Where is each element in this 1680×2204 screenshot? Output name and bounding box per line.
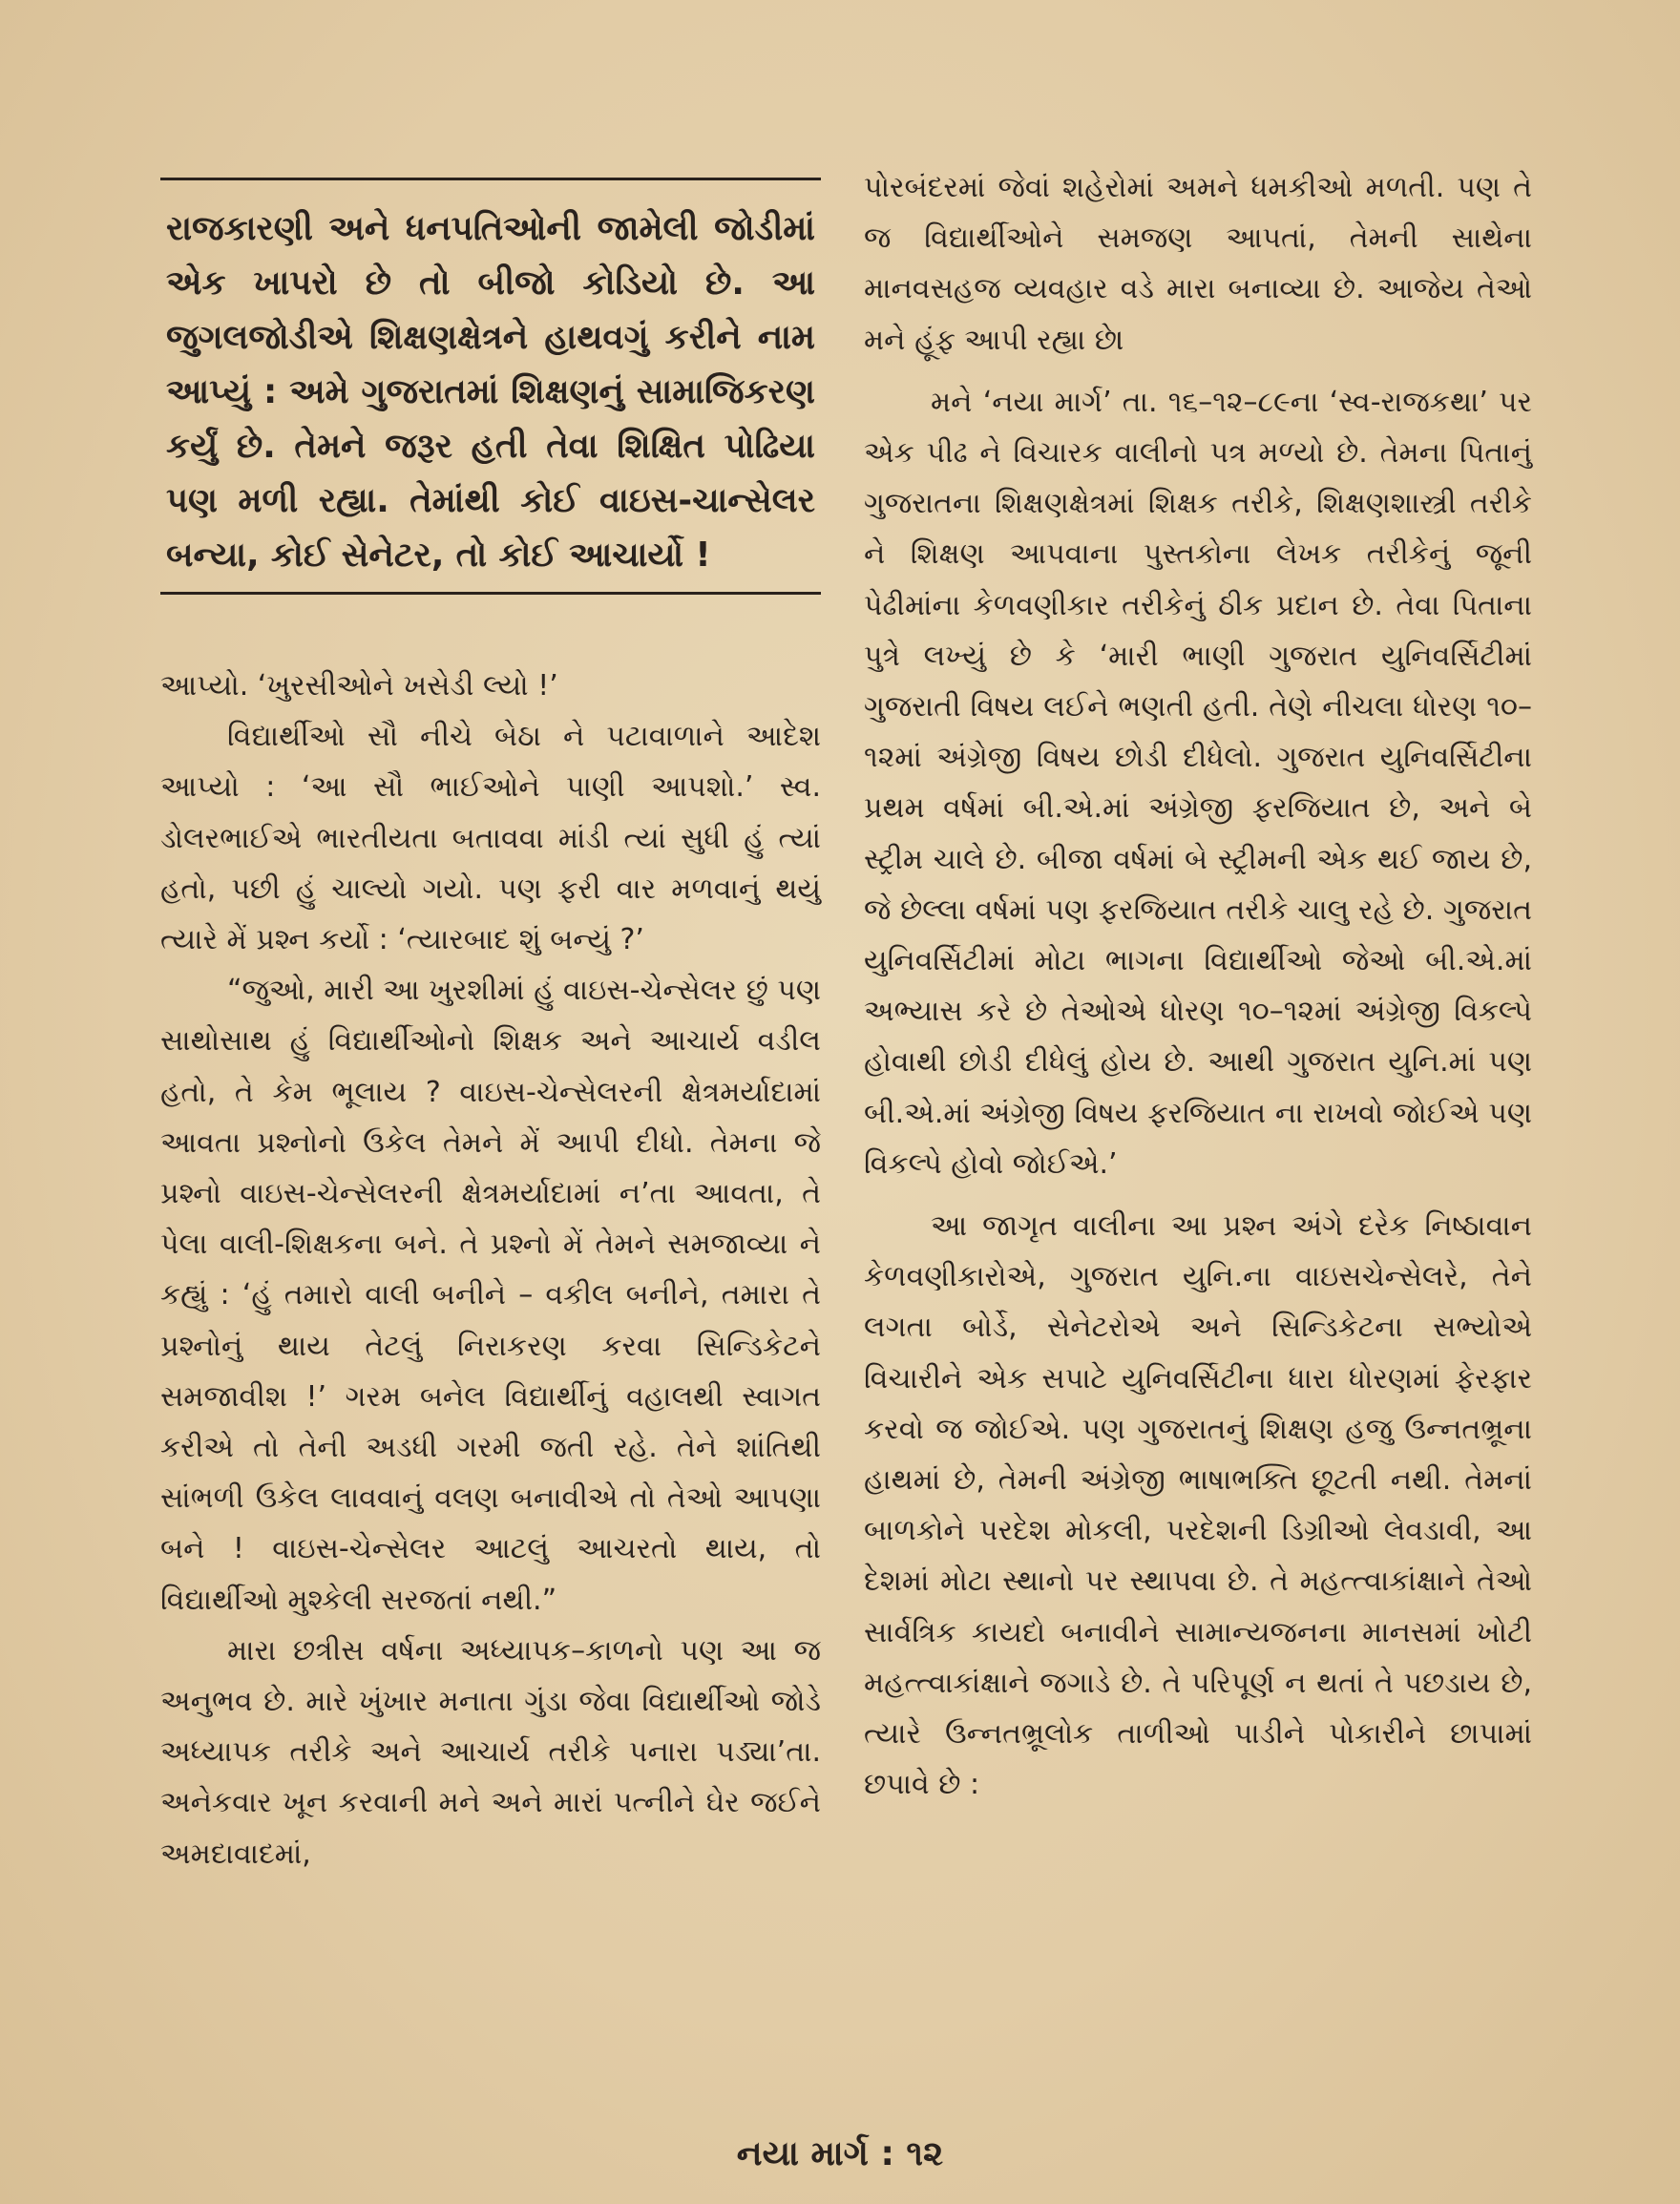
paragraph: “જુઓ, મારી આ ખુરશીમાં હું વાઇસ-ચેન્સેલર છું પણ સાથોસાથ હું વિદ્યાર્થીઓનો શિક્ષક અને આચાર્ય વડીલ હતો, તે કેમ ભૂલાય ? વાઇસ-ચેન્સેલરની ક્ષેત્રમર્યાદામાં આવતા પ્રશ્નોનો ઉકેલ તેમને મેં આપી દીધો. તેમના જે પ્રશ્નો વાઇસ-ચેન્સેલરની ક્ષેત્રમર્યાદામાં ન’તા આવતા, તે પેલા વાલી-શિક્ષકના બને. તે પ્રશ્નો મેં તેમને સમજાવ્યા ને કહ્યું : ‘હું તમારો વાલી બનીને – વકીલ બનીને, તમારા તે પ્રશ્નોનું થાય તેટલું નિરાકરણ કરવા સિન્ડિકેટને સમજાવીશ !’ ગરમ બનેલ વિદ્યાર્થીનું વહાલથી સ્વાગત કરીએ તો તેની અડધી ગરમી જતી રહે. તેને શાંતિથી સાંભળી ઉકેલ લાવવાનું વલણ બનાવીએ તો તેઓ આપણા બને ! વાઇસ-ચેન્સેલર આટલું આચરતો થાય, તો વિદ્યાર્થીઓ મુશ્કેલી સરજતાં નથી.” — [160, 974, 821, 1617]
pull-quote-text: રાજકારણી અને ધનપતિઓની જામેલી જોડીમાં એક ખાપરો છે તો બીજો કોડિયો છે. આ જુગલજોડીએ શિક્ષણક્ષેત્રને હાથવગું કરીને નામ આપ્યું : અમે ગુજરાતમાં શિક્ષણનું સામાજિકરણ કર્યું છે. તેમને જરૂર હતી તેવા શિક્ષિત પોઢિયા પણ મળી રહ્યા. તેમાંથી કોઈ વાઇસ-ચાન્સેલર બન્યા, કોઈ સેનેટર, તો કોઈ આચાર્યો ! — [166, 209, 815, 575]
left-column — [160, 661, 821, 1879]
paragraph: આપ્યો. ‘ખુરસીઓને ખસેડી લ્યો !’ — [160, 669, 558, 703]
pull-quote — [160, 178, 821, 595]
paragraph: પોરબંદરમાં જેવાં શહેરોમાં અમને ધમકીઓ મળતી. પણ તે જ વિદ્યાર્થીઓને સમજણ આપતાં, તેમની સાથેના માનવસહજ વ્યવહાર વડે મારા બનાવ્યા છે. આજેય તેઓ મને હૂંફ આપી રહ્યા છે। — [864, 171, 1532, 357]
paragraph: આ જાગૃત વાલીના આ પ્રશ્ન અંગે દરેક નિષ્ઠાવાન કેળવણીકારોએ, ગુજરાત યુનિ.ના વાઇસચેન્સેલરે, તેને લગતા બોર્ડે, સેનેટરોએ અને સિન્ડિકેટના સભ્યોએ વિચારીને એક સપાટે યુનિવર્સિટીના ધારા ધોરણમાં ફેરફાર કરવો જ જોઈએ. પણ ગુજરાતનું શિક્ષણ હજુ ઉન્નતભ્રૂના હાથમાં છે, તેમની અંગ્રેજી ભાષાભક્તિ છૂટતી નથી. તેમનાં બાળકોને પરદેશ મોકલી, પરદેશની ડિગ્રીઓ લેવડાવી, આ દેશમાં મોટા સ્થાનો પર સ્થાપવા છે. તે મહત્ત્વાકાંક્ષાને તેઓ સાર્વત્રિક કાયદો બનાવીને સામાન્યજનના માનસમાં ખોટી મહત્ત્વાકાંક્ષાને જગાડે છે. તે પરિપૂર્ણ ન થતાં તે પછડાય છે, ત્યારે ઉન્નતભ્રૂલોક તાળીઓ પાડીને પોકારીને છાપામાં છપાવે છે : — [864, 1209, 1532, 1802]
paragraph: મારા છત્રીસ વર્ષના અધ્યાપક–કાળનો પણ આ જ અનુભવ છે. મારે ખુંખાર મનાતા ગુંડા જેવા વિદ્યાર્થીઓ જોડે અધ્યાપક તરીકે અને આચાર્ય તરીકે પનારા પડ્યા’તા. અનેકવાર ખૂન કરવાની મને અને મારાં પત્નીને ઘેર જઈને અમદાવાદમાં, — [160, 1633, 821, 1871]
paragraph: વિદ્યાર્થીઓ સૌ નીચે બેઠા ને પટાવાળાને આદેશ આપ્યો : ‘આ સૌ ભાઈઓને પાણી આપશો.’ સ્વ. ડોલરભાઈએ ભારતીયતા બતાવવા માંડી ત્યાં સુધી હું ત્યાં હતો, પછી હું ચાલ્યો ગયો. પણ ફરી વાર મળવાનું થયું ત્યારે મેં પ્રશ્ન કર્યો : ‘ત્યારબાદ શું બન્યું ?’ — [160, 720, 821, 957]
page-footer: નયા માર્ગ : ૧૨ — [736, 2134, 944, 2173]
paragraph: મને ‘નયા માર્ગ’ તા. ૧૬–૧૨–૮૯ના ‘સ્વ-રાજકથા’ પર એક પીઢ ને વિચારક વાલીનો પત્ર મળ્યો છે. તેમના પિતાનું ગુજરાતના શિક્ષણક્ષેત્રમાં શિક્ષક તરીકે, શિક્ષણશાસ્ત્રી તરીકે ને શિક્ષણ આપવાના પુસ્તકોના લેખક તરીકેનું જૂની પેઢીમાંના કેળવણીકાર તરીકેનું ઠીક પ્રદાન છે. તેવા પિતાના પુત્રે લખ્યું છે કે ‘મારી ભાણી ગુજરાત યુનિવર્સિટીમાં ગુજરાતી વિષય લઈને ભણતી હતી. તેણે નીચલા ધોરણ ૧૦–૧૨માં અંગ્રેજી વિષય છોડી દીધેલો. ગુજરાત યુનિવર્સિટીના પ્રથમ વર્ષમાં બી.એ.માં અંગ્રેજી ફરજિયાત છે, અને બે સ્ટ્રીમ ચાલે છે. બીજા વર્ષમાં બે સ્ટ્રીમની એક થઈ જાય છે, જે છેલ્લા વર્ષમાં પણ ફરજિયાત તરીકે ચાલુ રહે છે. ગુજરાત યુનિવર્સિટીમાં મોટા ભાગના વિદ્યાર્થીઓ જેઓ બી.એ.માં અભ્યાસ કરે છે તેઓએ ધોરણ ૧૦–૧૨માં અંગ્રેજી વિકલ્પે હોવાથી છોડી દીધેલું હોય છે. આથી ગુજરાત યુનિ.માં પણ બી.એ.માં અંગ્રેજી વિષય ફરજિયાત ના રાખવો જોઈએ પણ વિકલ્પે હોવો જોઈએ.’ — [864, 385, 1532, 1181]
right-column — [864, 162, 1532, 1811]
